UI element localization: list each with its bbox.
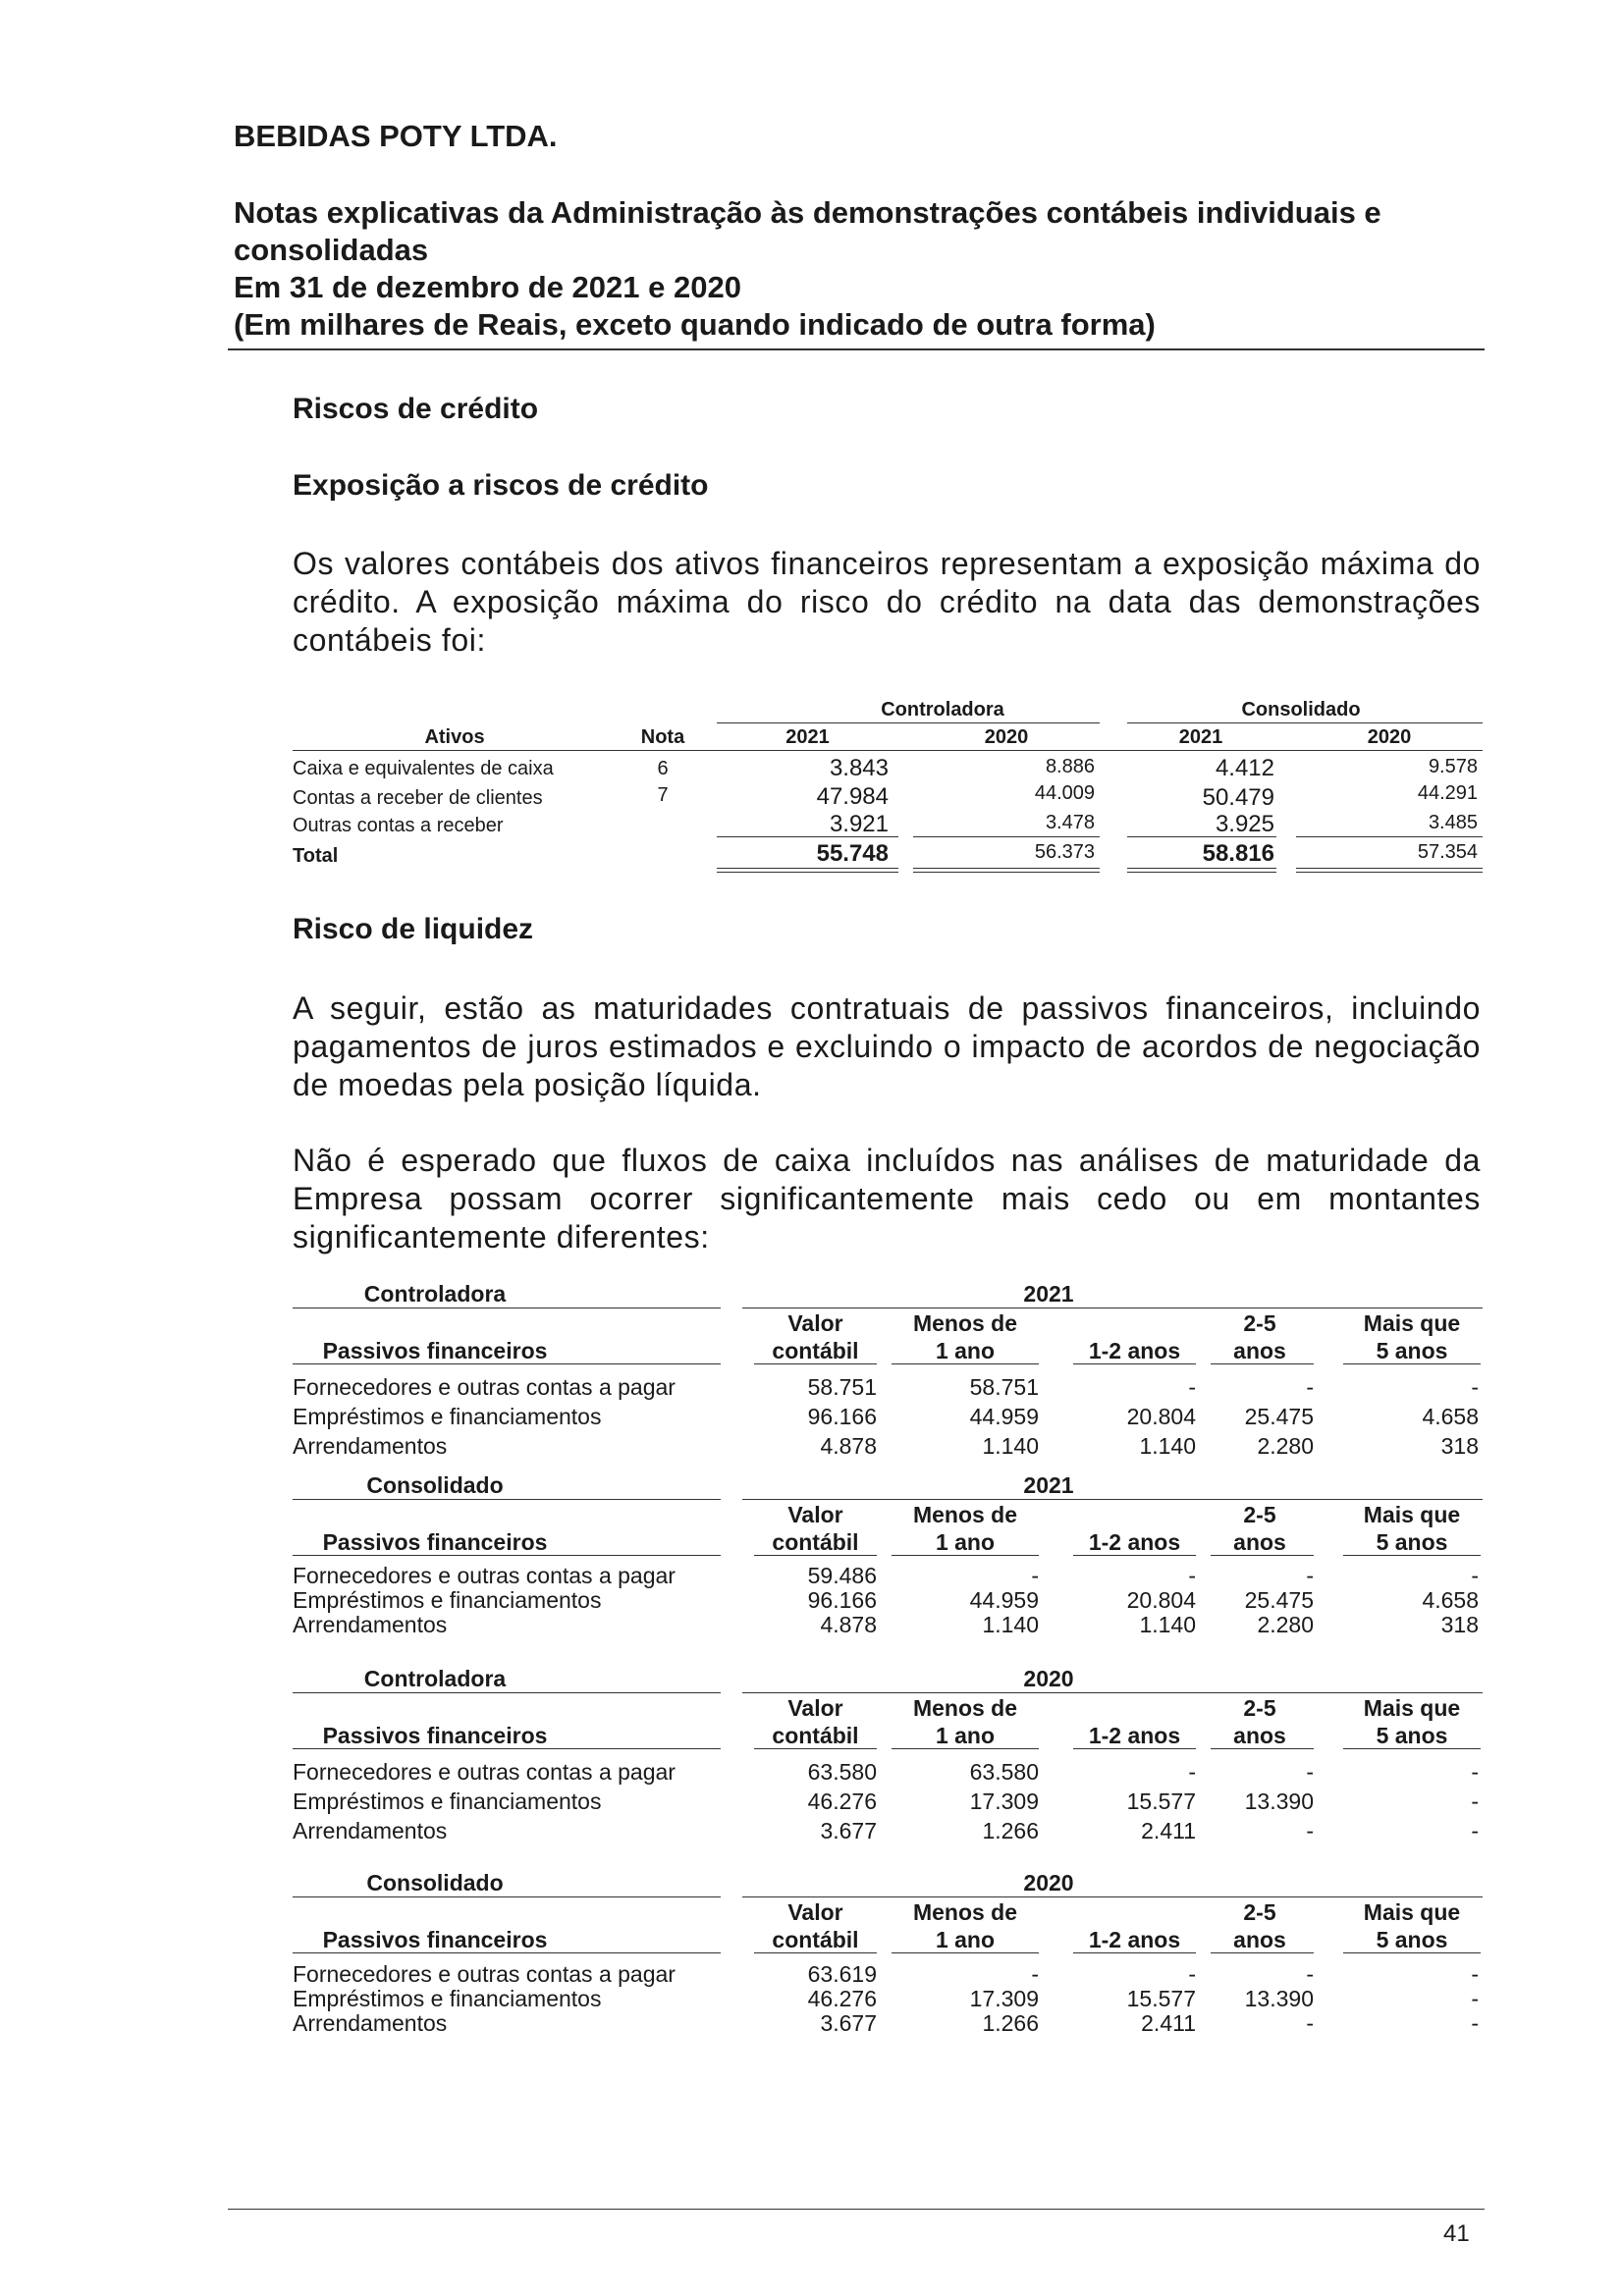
cell-menos-1-ano: 17.309 xyxy=(969,1986,1039,2011)
entity-label: Consolidado xyxy=(366,1870,504,1896)
entity-label: Controladora xyxy=(363,1666,507,1691)
cell-1-2-anos: - xyxy=(1188,1374,1196,1400)
subtotal-rule xyxy=(1127,836,1276,837)
cell-mais-5-anos: 4.658 xyxy=(1422,1587,1479,1613)
header-rule xyxy=(1073,1363,1196,1364)
col-header-2-5: 2-5 xyxy=(1243,1310,1276,1336)
cell-valor-contabil: 4.878 xyxy=(820,1433,877,1459)
cell-mais-5-anos: - xyxy=(1471,1563,1479,1588)
col-header-1-ano: 1 ano xyxy=(935,1338,996,1363)
table-row-label: Arrendamentos xyxy=(293,1433,448,1459)
document-title-line1: Notas explicativas da Administração às demonstrações contábeis individuais e xyxy=(234,195,1381,230)
cell-2-5-anos: - xyxy=(1306,2010,1314,2036)
cell-mais-5-anos: - xyxy=(1471,1986,1479,2011)
cell-2-5-anos: - xyxy=(1306,1563,1314,1588)
row-label: Outras contas a receber xyxy=(293,815,504,836)
entity-rule xyxy=(293,1896,721,1897)
col-header-passivos: Passivos financeiros xyxy=(322,1529,548,1555)
year-label: 2021 xyxy=(1023,1472,1074,1498)
total-consolidado-2021: 58.816 xyxy=(1202,840,1274,867)
row-label: Contas a receber de clientes xyxy=(293,787,543,809)
cell-1-2-anos: - xyxy=(1188,1759,1196,1785)
header-rule xyxy=(1073,1748,1196,1749)
col-header-anos: anos xyxy=(1233,1927,1286,1952)
col-header-5-anos: 5 anos xyxy=(1376,1338,1448,1363)
subtotal-rule xyxy=(717,836,898,837)
col-header-mais-que: Mais que xyxy=(1363,1310,1461,1336)
cell-2-5-anos: 13.390 xyxy=(1244,1789,1314,1814)
year-rule xyxy=(742,1692,1483,1693)
header-rule xyxy=(754,1952,877,1953)
col-header-2020: 2020 xyxy=(984,726,1029,748)
cell-valor-contabil: 63.580 xyxy=(807,1759,877,1785)
header-rule xyxy=(293,750,1483,751)
col-header-mais-que: Mais que xyxy=(1363,1695,1461,1721)
col-header-menos-de: Menos de xyxy=(912,1695,1018,1721)
table-row-label: Fornecedores e outras contas a pagar xyxy=(293,1563,676,1588)
col-header-valor: Valor xyxy=(787,1310,843,1336)
cell-menos-1-ano: 44.959 xyxy=(969,1587,1039,1613)
cell-valor-contabil: 59.486 xyxy=(807,1563,877,1588)
value-consolidado-2020: 44.291 xyxy=(1417,782,1478,804)
credit-paragraph: Os valores contábeis dos ativos financeiros representam a exposição máxima do crédito. A exposição máxima do risco do crédito na data das demonstrações contábeis foi: xyxy=(293,546,1481,658)
header-rule xyxy=(1343,1952,1481,1953)
cell-1-2-anos: 20.804 xyxy=(1126,1587,1196,1613)
liquidity-paragraph-1: A seguir, estão as maturidades contratuais de passivos financeiros, incluindo pagamentos de juros estimados e excluindo o impacto de acordos de negociação de moedas pela posição líquida. xyxy=(293,990,1481,1102)
group-rule xyxy=(1127,722,1483,723)
header-rule xyxy=(228,348,1485,350)
cell-2-5-anos: 2.280 xyxy=(1257,1433,1314,1459)
header-rule xyxy=(892,1363,1039,1364)
cell-2-5-anos: 13.390 xyxy=(1244,1986,1314,2011)
cell-valor-contabil: 46.276 xyxy=(807,1789,877,1814)
subtotal-rule xyxy=(913,836,1100,837)
maturity-table xyxy=(293,1666,1483,1862)
year-rule xyxy=(742,1896,1483,1897)
col-header-2021: 2021 xyxy=(785,726,830,748)
header-rule xyxy=(892,1555,1039,1556)
col-header-mais-que: Mais que xyxy=(1363,1502,1461,1527)
cell-mais-5-anos: 318 xyxy=(1440,1612,1479,1637)
table-row-label: Empréstimos e financiamentos xyxy=(293,1587,602,1613)
col-header-1-2-anos: 1-2 anos xyxy=(1088,1338,1181,1363)
col-header-passivos: Passivos financeiros xyxy=(322,1723,548,1748)
cell-valor-contabil: 46.276 xyxy=(807,1986,877,2011)
cell-1-2-anos: 1.140 xyxy=(1139,1433,1196,1459)
cell-menos-1-ano: 1.140 xyxy=(982,1433,1039,1459)
header-rule xyxy=(1211,1748,1314,1749)
col-header-passivos: Passivos financeiros xyxy=(322,1927,548,1952)
cell-mais-5-anos: 318 xyxy=(1440,1433,1479,1459)
cell-valor-contabil: 3.677 xyxy=(820,2010,877,2036)
value-consolidado-2021: 50.479 xyxy=(1202,784,1274,811)
year-label: 2020 xyxy=(1023,1870,1074,1896)
col-header-nota: Nota xyxy=(640,726,685,748)
col-header-menos-de: Menos de xyxy=(912,1502,1018,1527)
maturity-table xyxy=(293,1472,1483,1669)
header-rule xyxy=(1073,1952,1196,1953)
col-header-1-2-anos: 1-2 anos xyxy=(1088,1529,1181,1555)
document-date: Em 31 de dezembro de 2021 e 2020 xyxy=(234,270,741,304)
col-header-1-2-anos: 1-2 anos xyxy=(1088,1723,1181,1748)
table-row-label: Arrendamentos xyxy=(293,1818,448,1843)
cell-2-5-anos: - xyxy=(1306,1374,1314,1400)
cell-mais-5-anos: - xyxy=(1471,2010,1479,2036)
col-header-anos: anos xyxy=(1233,1723,1286,1748)
cell-menos-1-ano: - xyxy=(1031,1563,1039,1588)
col-header-5-anos: 5 anos xyxy=(1376,1529,1448,1555)
table-row-label: Fornecedores e outras contas a pagar xyxy=(293,1961,676,1987)
cell-menos-1-ano: 63.580 xyxy=(969,1759,1039,1785)
cell-mais-5-anos: - xyxy=(1471,1374,1479,1400)
value-controladora-2020: 44.009 xyxy=(1034,782,1095,804)
header-rule xyxy=(293,1555,721,1556)
group-header-consolidado: Consolidado xyxy=(1241,699,1361,721)
header-rule xyxy=(1343,1555,1481,1556)
row-label: Caixa e equivalentes de caixa xyxy=(293,758,554,779)
cell-1-2-anos: 2.411 xyxy=(1141,2010,1196,2036)
table-row-label: Empréstimos e financiamentos xyxy=(293,1404,602,1429)
table-row-label: Empréstimos e financiamentos xyxy=(293,1789,602,1814)
year-label: 2020 xyxy=(1023,1666,1074,1691)
maturity-table xyxy=(293,1870,1483,2066)
year-label: 2021 xyxy=(1023,1281,1074,1307)
col-header-ativos: Ativos xyxy=(424,726,485,748)
col-header-2020: 2020 xyxy=(1367,726,1412,748)
row-nota: 7 xyxy=(657,784,669,806)
col-header-5-anos: 5 anos xyxy=(1376,1723,1448,1748)
cell-valor-contabil: 63.619 xyxy=(807,1961,877,1987)
table-row-label: Empréstimos e financiamentos xyxy=(293,1986,602,2011)
col-header-passivos: Passivos financeiros xyxy=(322,1338,548,1363)
col-header-2021: 2021 xyxy=(1178,726,1223,748)
table-row-label: Fornecedores e outras contas a pagar xyxy=(293,1374,676,1400)
cell-menos-1-ano: - xyxy=(1031,1961,1039,1987)
header-rule xyxy=(892,1748,1039,1749)
value-controladora-2020: 3.478 xyxy=(1045,812,1095,833)
value-controladora-2021: 3.843 xyxy=(829,755,889,781)
cell-1-2-anos: 15.577 xyxy=(1126,1986,1196,2011)
footer-rule xyxy=(228,2209,1485,2210)
cell-mais-5-anos: - xyxy=(1471,1789,1479,1814)
entity-rule xyxy=(293,1499,721,1500)
header-rule xyxy=(1073,1555,1196,1556)
col-header-valor: Valor xyxy=(787,1899,843,1925)
row-nota: 6 xyxy=(657,758,669,779)
col-header-menos-de: Menos de xyxy=(912,1310,1018,1336)
header-rule xyxy=(892,1952,1039,1953)
cell-2-5-anos: - xyxy=(1306,1759,1314,1785)
cell-menos-1-ano: 44.959 xyxy=(969,1404,1039,1429)
col-header-mais-que: Mais que xyxy=(1363,1899,1461,1925)
col-header-contabil: contábil xyxy=(772,1927,859,1952)
cell-menos-1-ano: 17.309 xyxy=(969,1789,1039,1814)
company-name: BEBIDAS POTY LTDA. xyxy=(234,119,558,153)
liquidity-risk-heading: Risco de liquidez xyxy=(293,913,534,945)
col-header-1-ano: 1 ano xyxy=(935,1927,996,1952)
cell-1-2-anos: 2.411 xyxy=(1141,1818,1196,1843)
total-double-rule xyxy=(1127,868,1276,873)
cell-menos-1-ano: 1.266 xyxy=(982,2010,1039,2036)
col-header-contabil: contábil xyxy=(772,1338,859,1363)
cell-valor-contabil: 4.878 xyxy=(820,1612,877,1637)
total-controladora-2021: 55.748 xyxy=(816,840,889,867)
table-row-label: Arrendamentos xyxy=(293,2010,448,2036)
entity-label: Consolidado xyxy=(366,1472,504,1498)
document-title-line2: consolidadas xyxy=(234,233,429,267)
cell-2-5-anos: 2.280 xyxy=(1257,1612,1314,1637)
col-header-contabil: contábil xyxy=(772,1529,859,1555)
total-double-rule xyxy=(1296,868,1483,873)
group-header-controladora: Controladora xyxy=(881,699,1004,721)
col-header-valor: Valor xyxy=(787,1695,843,1721)
col-header-5-anos: 5 anos xyxy=(1376,1927,1448,1952)
credit-exposure-heading: Exposição a riscos de crédito xyxy=(293,469,709,502)
col-header-1-2-anos: 1-2 anos xyxy=(1088,1927,1181,1952)
col-header-1-ano: 1 ano xyxy=(935,1529,996,1555)
entity-label: Controladora xyxy=(363,1281,507,1307)
cell-1-2-anos: 20.804 xyxy=(1126,1404,1196,1429)
value-controladora-2021: 47.984 xyxy=(816,783,889,810)
header-rule xyxy=(293,1748,721,1749)
col-header-menos-de: Menos de xyxy=(912,1899,1018,1925)
col-header-anos: anos xyxy=(1233,1529,1286,1555)
value-consolidado-2021: 4.412 xyxy=(1215,755,1274,781)
cell-valor-contabil: 96.166 xyxy=(807,1404,877,1429)
cell-2-5-anos: - xyxy=(1306,1818,1314,1843)
cell-1-2-anos: 1.140 xyxy=(1139,1612,1196,1637)
total-double-rule xyxy=(717,868,898,873)
subtotal-rule xyxy=(1296,836,1483,837)
cell-valor-contabil: 3.677 xyxy=(820,1818,877,1843)
cell-menos-1-ano: 58.751 xyxy=(969,1374,1039,1400)
total-consolidado-2020: 57.354 xyxy=(1417,841,1478,863)
cell-2-5-anos: 25.475 xyxy=(1244,1587,1314,1613)
header-rule xyxy=(754,1363,877,1364)
cell-2-5-anos: 25.475 xyxy=(1244,1404,1314,1429)
year-rule xyxy=(742,1499,1483,1500)
col-header-2-5: 2-5 xyxy=(1243,1899,1276,1925)
group-rule xyxy=(717,722,1100,723)
total-double-rule xyxy=(913,868,1100,873)
col-header-2-5: 2-5 xyxy=(1243,1695,1276,1721)
header-rule xyxy=(754,1555,877,1556)
cell-mais-5-anos: - xyxy=(1471,1818,1479,1843)
cell-mais-5-anos: - xyxy=(1471,1759,1479,1785)
cell-valor-contabil: 96.166 xyxy=(807,1587,877,1613)
header-rule xyxy=(754,1748,877,1749)
document-units: (Em milhares de Reais, exceto quando indicado de outra forma) xyxy=(234,307,1156,342)
maturity-table xyxy=(293,1281,1483,1477)
cell-valor-contabil: 58.751 xyxy=(807,1374,877,1400)
header-rule xyxy=(1211,1363,1314,1364)
col-header-anos: anos xyxy=(1233,1338,1286,1363)
page-number: 41 xyxy=(1443,2220,1470,2247)
col-header-2-5: 2-5 xyxy=(1243,1502,1276,1527)
value-controladora-2021: 3.921 xyxy=(829,811,889,837)
table-row-label: Arrendamentos xyxy=(293,1612,448,1637)
cell-1-2-anos: 15.577 xyxy=(1126,1789,1196,1814)
col-header-contabil: contábil xyxy=(772,1723,859,1748)
header-rule xyxy=(1343,1748,1481,1749)
cell-mais-5-anos: 4.658 xyxy=(1422,1404,1479,1429)
cell-mais-5-anos: - xyxy=(1471,1961,1479,1987)
header-rule xyxy=(1211,1555,1314,1556)
header-rule xyxy=(1343,1363,1481,1364)
entity-rule xyxy=(293,1692,721,1693)
credit-risk-heading: Riscos de crédito xyxy=(293,393,539,425)
table-row-label: Fornecedores e outras contas a pagar xyxy=(293,1759,676,1785)
value-consolidado-2021: 3.925 xyxy=(1215,811,1274,837)
header-rule xyxy=(293,1952,721,1953)
header-rule xyxy=(1211,1952,1314,1953)
col-header-1-ano: 1 ano xyxy=(935,1723,996,1748)
col-header-valor: Valor xyxy=(787,1502,843,1527)
cell-1-2-anos: - xyxy=(1188,1563,1196,1588)
value-consolidado-2020: 3.485 xyxy=(1428,812,1478,833)
liquidity-paragraph-2: Não é esperado que fluxos de caixa incluídos nas análises de maturidade da Empresa possam ocorrer significantemente mais cedo ou em montantes significantemente diferentes: xyxy=(293,1143,1481,1255)
cell-2-5-anos: - xyxy=(1306,1961,1314,1987)
cell-1-2-anos: - xyxy=(1188,1961,1196,1987)
total-controladora-2020: 56.373 xyxy=(1034,841,1095,863)
value-controladora-2020: 8.886 xyxy=(1045,756,1095,777)
header-rule xyxy=(293,1363,721,1364)
total-label: Total xyxy=(293,845,339,867)
cell-menos-1-ano: 1.266 xyxy=(982,1818,1039,1843)
value-consolidado-2020: 9.578 xyxy=(1428,756,1478,777)
cell-menos-1-ano: 1.140 xyxy=(982,1612,1039,1637)
